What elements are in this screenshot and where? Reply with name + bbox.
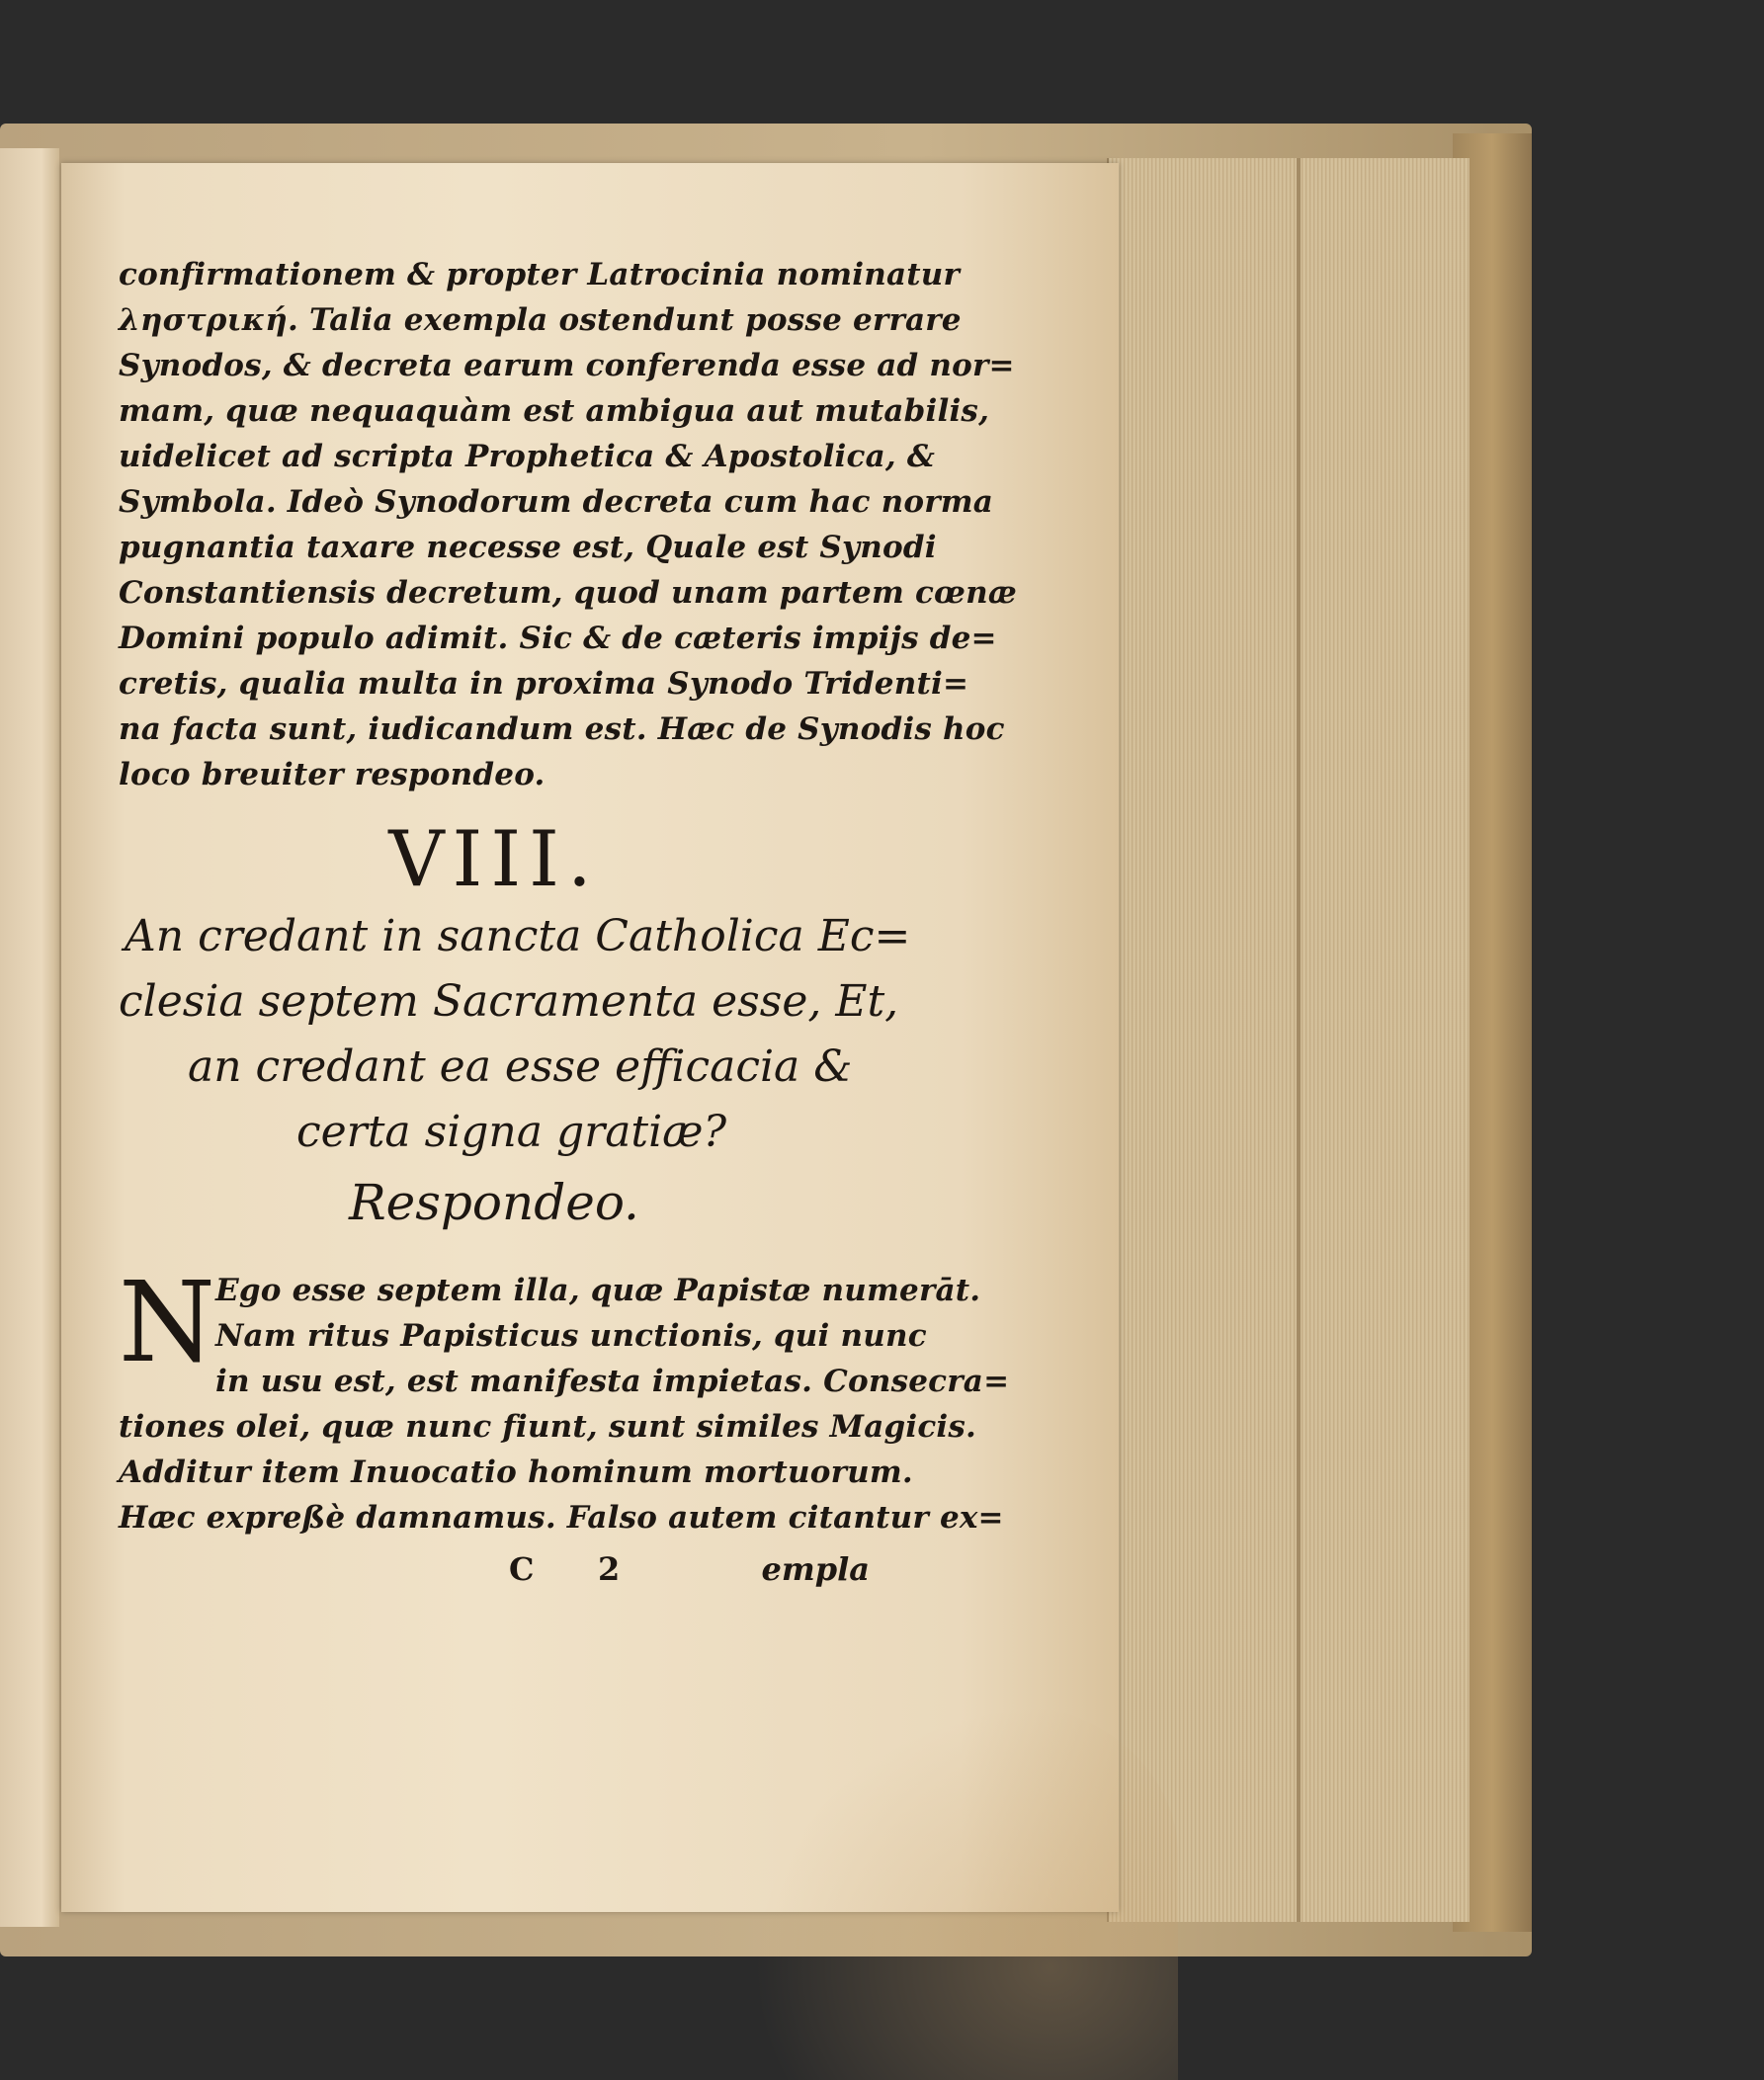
text-line: uidelicet ad scripta Prophetica & Apostolica, &: [119, 439, 936, 474]
respondeo-heading: Respondeo.: [349, 1174, 639, 1231]
verso-page-edge: [0, 148, 59, 1927]
section-numeral: VIII.: [388, 815, 600, 904]
answer-paragraph: [119, 1259, 1010, 1540]
heading-line: certa signa gratiæ?: [296, 1107, 727, 1157]
text-line: Symbola. Ideò Synodorum decreta cum hac norma: [119, 484, 994, 520]
page-footer: [119, 1544, 870, 1594]
text-line: Nam ritus Papisticus unctionis, qui nunc: [215, 1318, 927, 1354]
water-stain: [753, 1705, 1178, 2080]
text-line: Constantiensis decretum, quod unam partem cœnæ: [119, 575, 1017, 611]
text-line: loco breuiter respondeo.: [119, 757, 546, 792]
heading-line: clesia septem Sacramenta esse, Et,: [119, 976, 899, 1027]
text-line: cretis, qualia multa in proxima Synodo Tridenti=: [119, 666, 969, 702]
heading-line: An credant in sancta Catholica Ec=: [125, 911, 911, 961]
text-line: in usu est, est manifesta impietas. Consecra=: [215, 1364, 1010, 1399]
text-line: Ego esse septem illa, quæ Papistæ numerāt.: [215, 1273, 981, 1308]
text-line: na facta sunt, iudicandum est. Hæc de Synodis hoc: [119, 711, 1005, 747]
heading-line: an credant ea esse efficacia &: [188, 1041, 853, 1092]
text-block: [119, 252, 1017, 1594]
page-block-fold: [1297, 158, 1301, 1922]
text-line: Additur item Inuocatio hominum mortuorum.: [119, 1455, 913, 1490]
page-block-fore-edge: [1107, 158, 1470, 1922]
text-line: mam, quæ nequaquàm est ambigua aut mutabilis,: [119, 393, 990, 429]
text-line: confirmationem & propter Latrocinia nominatur: [119, 257, 961, 292]
text-line: ληστρική. Talia exempla ostendunt posse errare: [119, 302, 962, 338]
signature-number: 2: [598, 1550, 621, 1588]
catchword: empla: [761, 1550, 870, 1588]
text-line: tiones olei, quæ nunc fiunt, sunt similes Magicis.: [119, 1409, 977, 1445]
text-line: Domini populo adimit. Sic & de cæteris impijs de=: [119, 621, 997, 656]
drop-cap: N: [119, 1259, 215, 1387]
text-line: Hæc expreßè damnamus. Falso autem citantur ex=: [119, 1500, 1004, 1536]
top-paragraph: [119, 252, 1017, 797]
section-heading: [119, 904, 911, 1165]
text-line: Synodos, & decreta earum conferenda esse ad nor=: [119, 348, 1015, 383]
signature-mark: C: [509, 1550, 535, 1588]
text-line: pugnantia taxare necesse est, Quale est Synodi: [119, 530, 937, 565]
